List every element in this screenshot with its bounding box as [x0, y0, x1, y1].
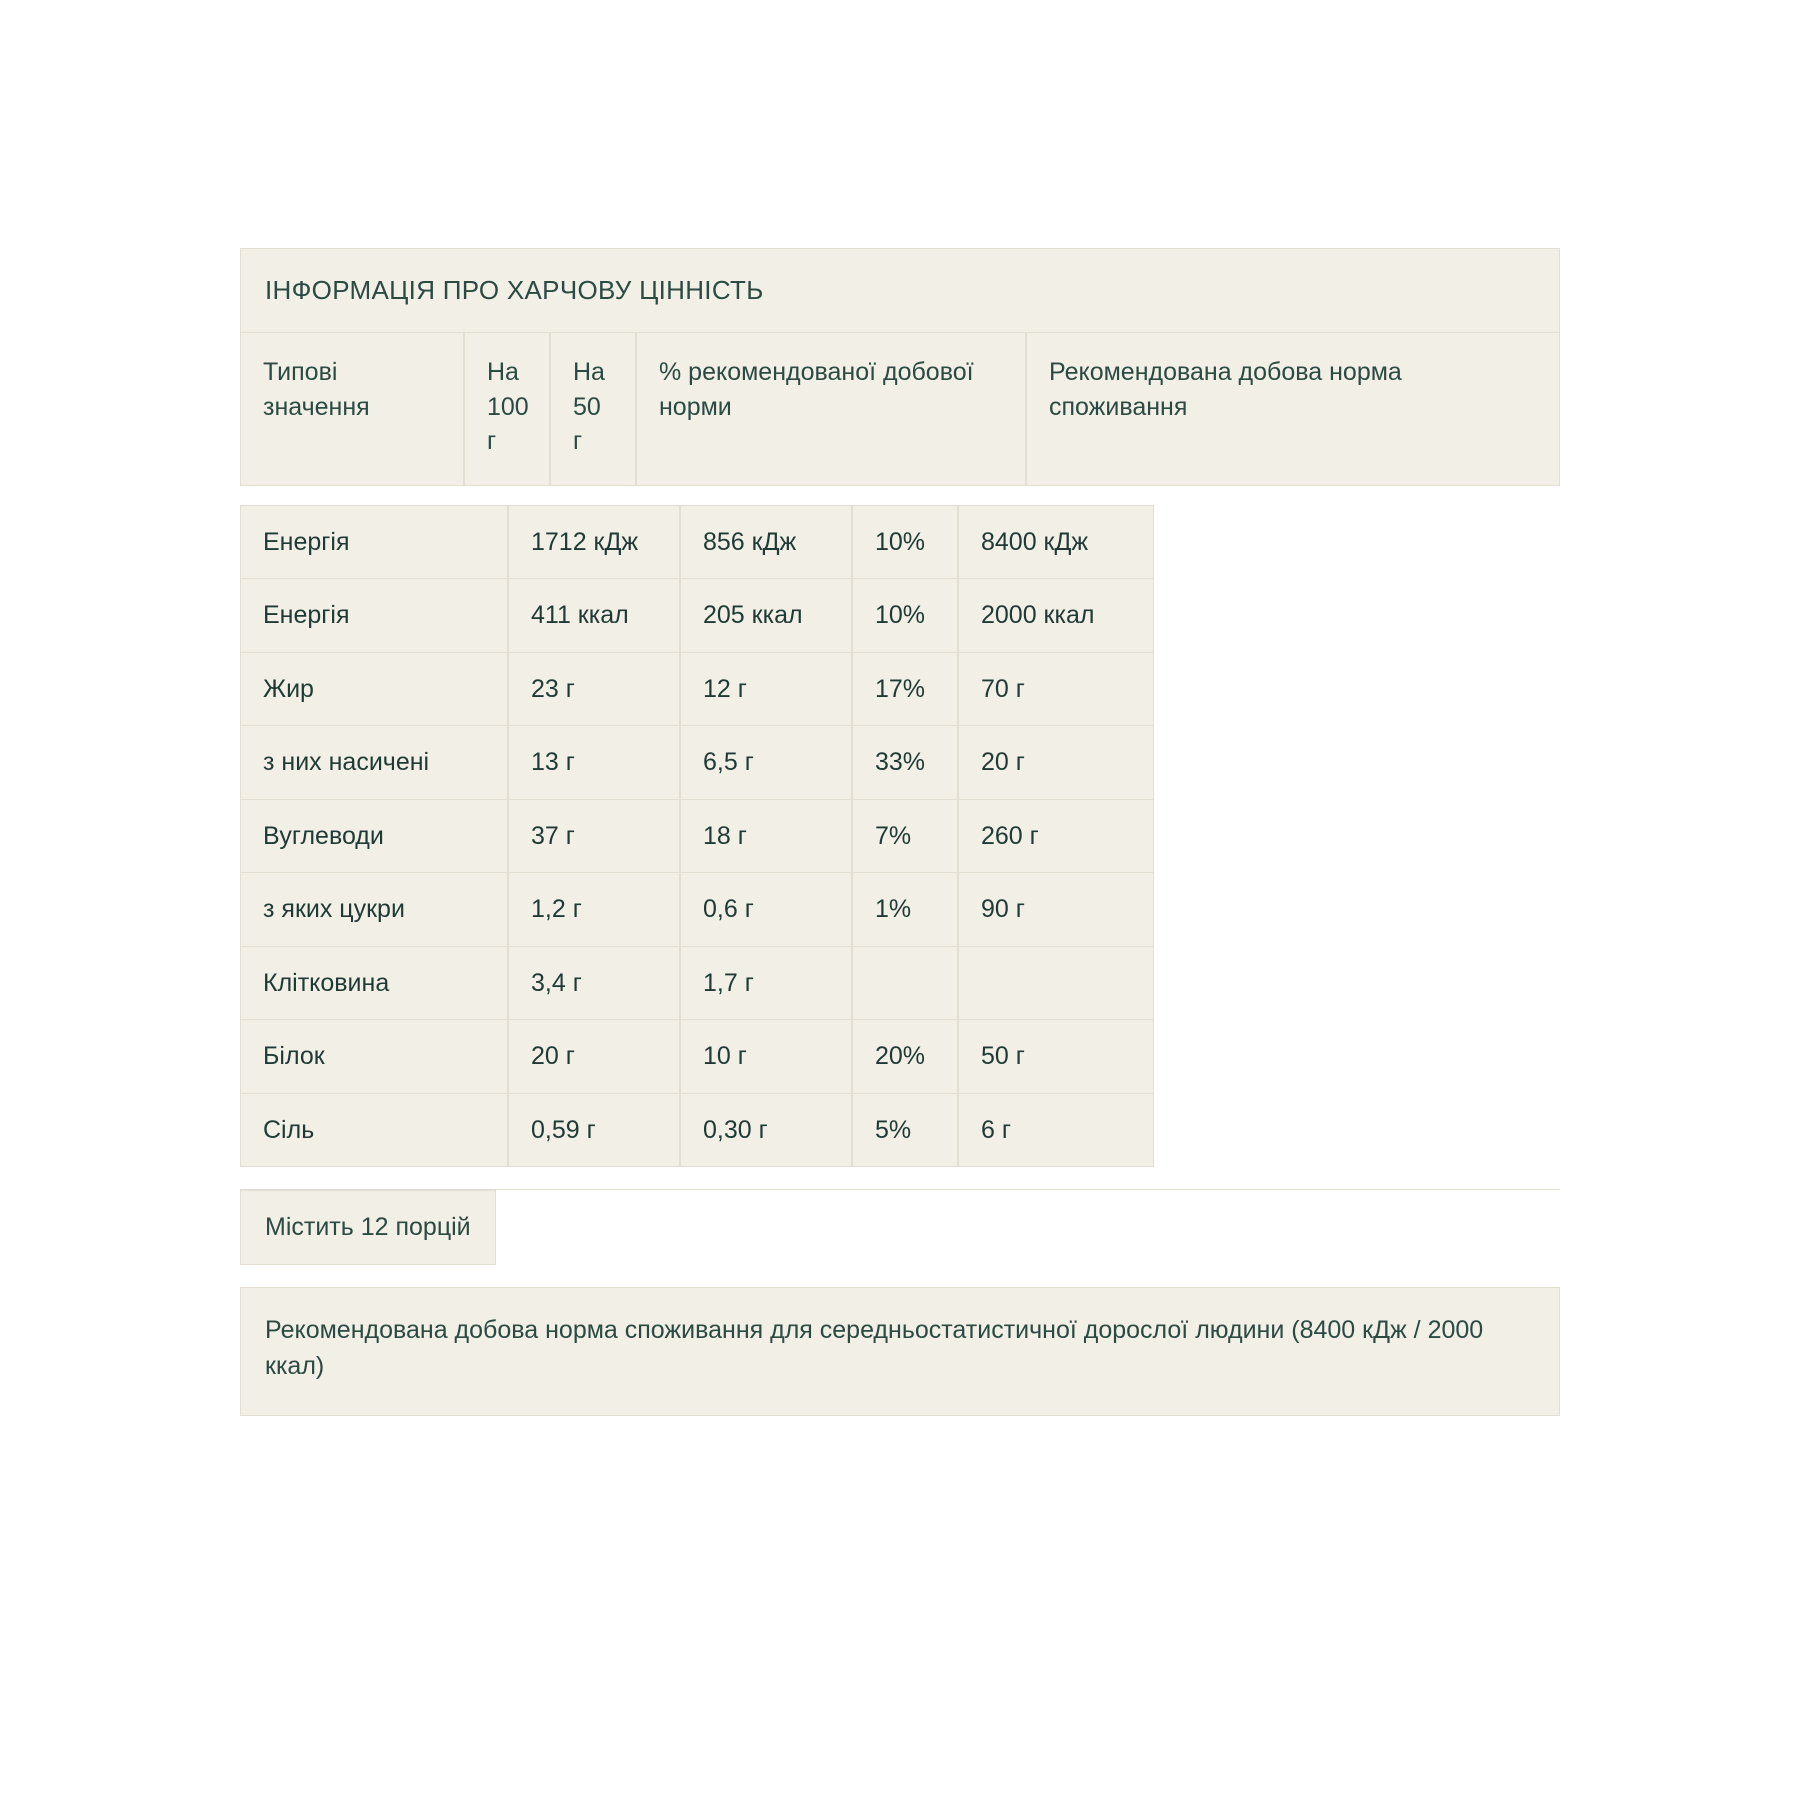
header-typical-values: Типові значення: [240, 332, 464, 486]
row-per-50g: 0,30 г: [680, 1093, 852, 1168]
table-row: [240, 725, 1560, 800]
row-per-50g: 205 ккал: [680, 578, 852, 653]
row-per-50g: 1,7 г: [680, 946, 852, 1021]
row-per-100g: 0,59 г: [508, 1093, 680, 1168]
row-per-50g: 0,6 г: [680, 872, 852, 947]
rda-footnote: Рекомендована добова норма споживання для середньостатистичної дорослої людини (8400 кДж / 2000 ккал): [240, 1287, 1560, 1416]
row-percent-rda: 5%: [852, 1093, 958, 1168]
row-percent-rda: 7%: [852, 799, 958, 874]
row-label: Енергія: [240, 578, 508, 653]
row-rda: 2000 ккал: [958, 578, 1154, 653]
row-per-100g: 20 г: [508, 1019, 680, 1094]
row-percent-rda: 33%: [852, 725, 958, 800]
row-label: Сіль: [240, 1093, 508, 1168]
row-label: з яких цукри: [240, 872, 508, 947]
row-per-50g: 12 г: [680, 652, 852, 727]
row-per-50g: 6,5 г: [680, 725, 852, 800]
row-label: Жир: [240, 652, 508, 727]
row-rda: 50 г: [958, 1019, 1154, 1094]
table-row: [240, 1093, 1560, 1168]
table-row: [240, 578, 1560, 653]
header-percent-rda: % рекомендованої добової норми: [636, 332, 1026, 486]
row-per-100g: 37 г: [508, 799, 680, 874]
row-label: з них насичені: [240, 725, 508, 800]
row-label: Енергія: [240, 505, 508, 580]
row-percent-rda: 20%: [852, 1019, 958, 1094]
row-percent-rda: 17%: [852, 652, 958, 727]
row-rda: 70 г: [958, 652, 1154, 727]
table-header-row: [240, 332, 1560, 486]
nutrient-table: [240, 505, 1560, 1168]
row-per-50g: 18 г: [680, 799, 852, 874]
row-percent-rda: 1%: [852, 872, 958, 947]
row-rda: 6 г: [958, 1093, 1154, 1168]
row-rda: 90 г: [958, 872, 1154, 947]
row-label: Білок: [240, 1019, 508, 1094]
row-rda: 8400 кДж: [958, 505, 1154, 580]
row-rda: 260 г: [958, 799, 1154, 874]
row-per-100g: 411 ккал: [508, 578, 680, 653]
row-percent-rda: 10%: [852, 578, 958, 653]
row-per-100g: 23 г: [508, 652, 680, 727]
header-per-100g: На 100 г: [464, 332, 550, 486]
row-percent-rda: 10%: [852, 505, 958, 580]
row-per-100g: 1,2 г: [508, 872, 680, 947]
servings-count: Містить 12 порцій: [240, 1190, 496, 1265]
table-row: [240, 505, 1560, 580]
header-rda: Рекомендована добова норма споживання: [1026, 332, 1560, 486]
table-row: [240, 652, 1560, 727]
row-per-50g: 10 г: [680, 1019, 852, 1094]
row-per-100g: 3,4 г: [508, 946, 680, 1021]
row-per-100g: 1712 кДж: [508, 505, 680, 580]
row-rda: [958, 946, 1154, 1021]
row-rda: 20 г: [958, 725, 1154, 800]
nutrition-panel: [240, 248, 1560, 1416]
table-row: [240, 872, 1560, 947]
row-percent-rda: [852, 946, 958, 1021]
row-per-100g: 13 г: [508, 725, 680, 800]
table-row: [240, 799, 1560, 874]
header-per-50g: На 50 г: [550, 332, 636, 486]
row-label: Вуглеводи: [240, 799, 508, 874]
table-row: [240, 946, 1560, 1021]
row-per-50g: 856 кДж: [680, 505, 852, 580]
panel-title: ІНФОРМАЦІЯ ПРО ХАРЧОВУ ЦІННІСТЬ: [240, 248, 1560, 333]
servings-section: [240, 1189, 1560, 1265]
table-row: [240, 1019, 1560, 1094]
row-label: Клітковина: [240, 946, 508, 1021]
